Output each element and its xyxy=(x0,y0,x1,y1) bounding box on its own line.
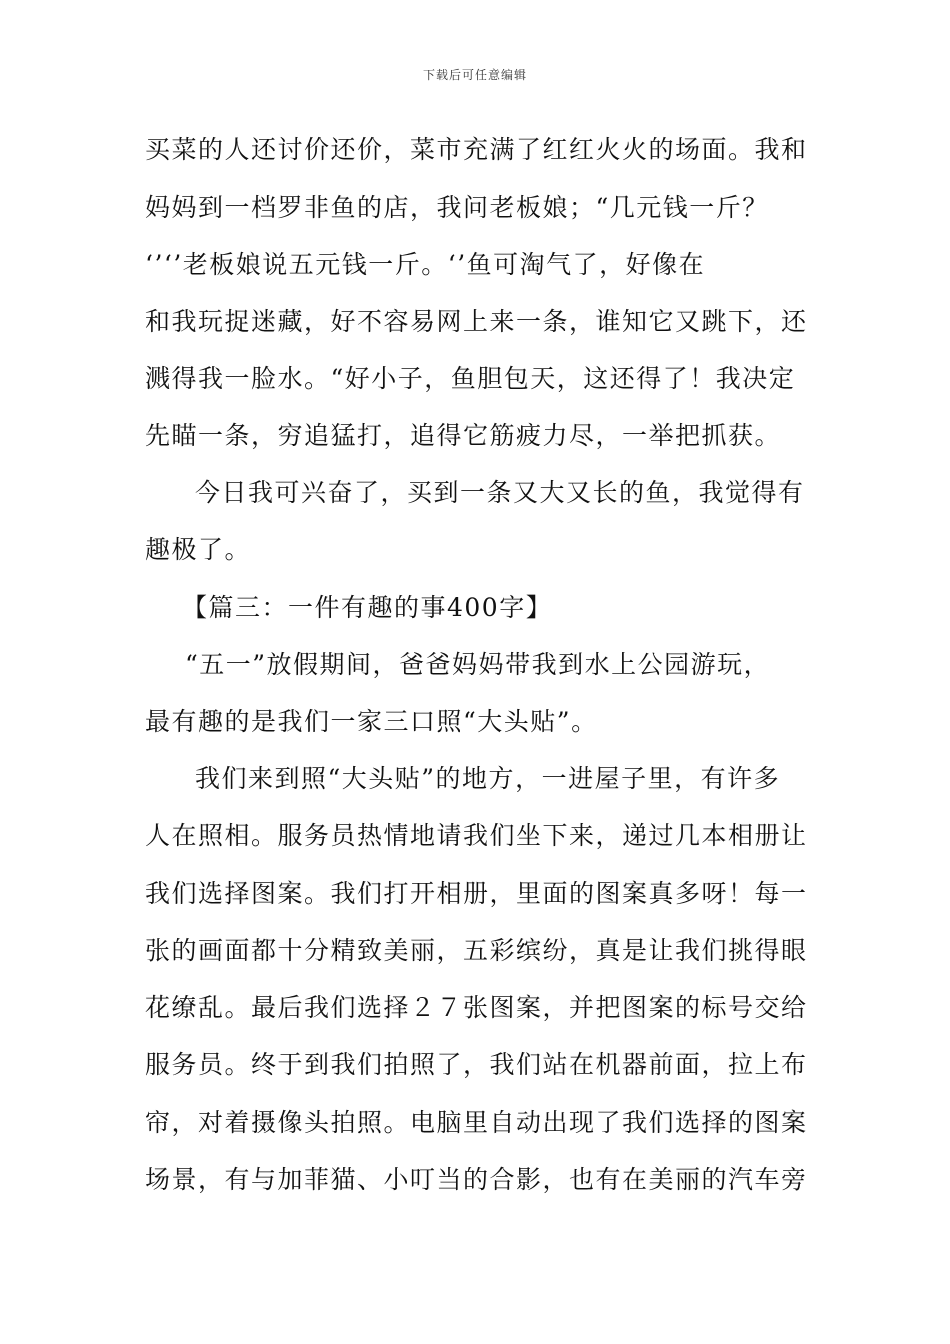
paragraph-line: “五一”放假期间，爸爸妈妈带我到水上公园游玩， xyxy=(185,650,771,679)
paragraph-line: ‘’‘’老板娘说五元钱一斤。‘’鱼可淘气了，好像在 xyxy=(145,250,706,279)
paragraph-line: 场景，有与加菲猫、小叮当的合影，也有在美丽的汽车旁 xyxy=(145,1165,808,1194)
paragraph-line: 和我玩捉迷藏，好不容易网上来一条，谁知它又跳下，还 xyxy=(145,307,808,336)
paragraph-line: 帘，对着摄像头拍照。电脑里自动出现了我们选择的图案 xyxy=(145,1108,808,1137)
paragraph-line: 张的画面都十分精致美丽，五彩缤纷，真是让我们挑得眼 xyxy=(145,936,808,965)
paragraph-line: 先瞄一条，穷追猛打，追得它筋疲力尽，一举把抓获。 xyxy=(145,421,782,450)
paragraph-line: 我们选择图案。我们打开相册，里面的图案真多呀！每一 xyxy=(145,879,808,908)
paragraph-line: 花缭乱。最后我们选择２７张图案，并把图案的标号交给 xyxy=(145,993,808,1022)
paragraph-line: 我们来到照“大头贴”的地方，一进屋子里，有许多 xyxy=(195,764,781,793)
paragraph-line: 服务员。终于到我们拍照了，我们站在机器前面，拉上布 xyxy=(145,1050,808,1079)
paragraph-line: 趣极了。 xyxy=(145,535,252,564)
paragraph-line: 妈妈到一档罗非鱼的店，我问老板娘；“几元钱一斤？ xyxy=(145,193,769,222)
paragraph-line: 最有趣的是我们一家三口照“大头贴”。 xyxy=(145,707,598,736)
paragraph-line: 今日我可兴奋了，买到一条又大又长的鱼，我觉得有 xyxy=(195,478,805,507)
paragraph-line: 买菜的人还讨价还价，菜市充满了红红火火的场面。我和 xyxy=(145,135,808,164)
section-heading: 【篇三：一件有趣的事400字】 xyxy=(182,593,553,622)
paragraph-line: 人在照相。服务员热情地请我们坐下来，递过几本相册让 xyxy=(145,821,808,850)
paragraph-line: 溅得我一脸水。“好小子，鱼胆包天，这还得了！我决定 xyxy=(145,364,796,393)
page-header: 下载后可任意编辑 xyxy=(422,68,527,82)
